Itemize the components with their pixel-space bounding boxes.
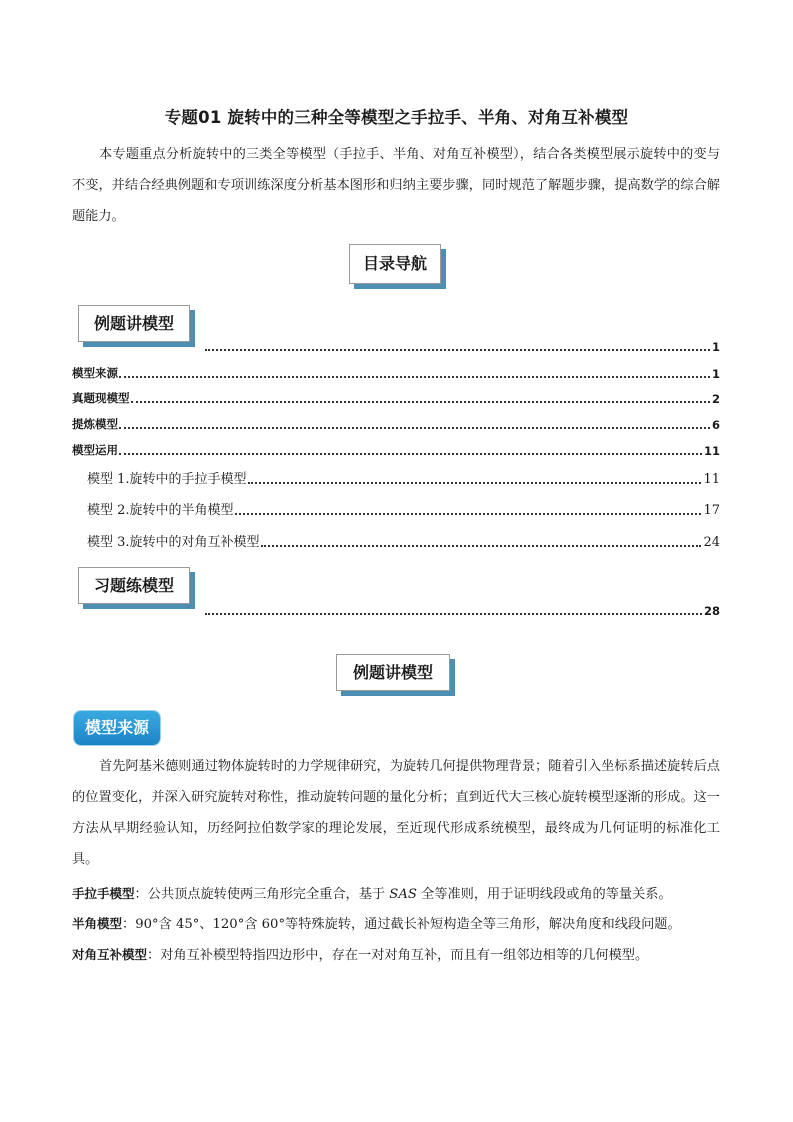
toc-entry-label: 提炼模型 [72, 417, 118, 431]
toc-page-number: 11 [703, 444, 720, 458]
toc-section-example[interactable]: 例题讲模型 [78, 305, 190, 342]
intro-paragraph: 本专题重点分析旋转中的三类全等模型（手拉手、半角、对角互补模型），结合各类模型展示旋转中的变与不变，并结合经典例题和专项训练深度分析基本图形和归纳主要步骤，同时规范了解题步骤，提高数学的综合解题能力。 [72, 147, 720, 224]
definition-term: 对角互补模型 [72, 947, 148, 962]
toc-entry-model-source[interactable] [72, 365, 720, 381]
toc-entry-exercise[interactable] [204, 604, 720, 618]
toc-entry-label: 模型 1.旋转中的手拉手模型 [87, 472, 247, 487]
toc-entry-label: 模型 3.旋转中的对角互补模型 [87, 535, 260, 550]
definition-text: 全等准则，用于证明线段或角的等量关系。 [416, 887, 672, 902]
section-heading-example: 例题讲模型 [336, 654, 450, 691]
toc-leader [119, 426, 710, 429]
toc-leader [205, 612, 702, 615]
toc-leader [119, 375, 710, 378]
definition-duijiao [72, 945, 732, 966]
toc-entry-example[interactable] [204, 340, 720, 354]
toc-page-number: 2 [711, 392, 720, 406]
toc-entry-model-3[interactable] [87, 531, 720, 550]
toc-leader [131, 400, 710, 403]
model-source-paragraph: 首先阿基米德则通过物体旋转时的力学规律研究，为旋转几何提供物理背景；随着引入坐标系描述旋转后点的位置变化，并深入研究旋转对称性，推动旋转问题的量化分析；直到近代大三核心旋转模型逐渐的形成。这一方法从早期经验认知，历经阿拉伯数学家的理论发展，至近现代形成系统模型，最终成为几何证明的标准化工具。 [72, 759, 720, 867]
toc-leader [261, 544, 702, 547]
toc-page-number: 6 [711, 418, 720, 432]
page-title: 专题01 旋转中的三种全等模型之手拉手、半角、对角互补模型 [164, 108, 629, 127]
toc-heading: 目录导航 [349, 244, 441, 284]
definition-term: 手拉手模型 [72, 886, 135, 901]
toc-entry-model-1[interactable] [87, 468, 720, 487]
model-source-tag: 模型来源 [74, 711, 160, 745]
toc-entry-label: 模型 2.旋转中的半角模型 [87, 503, 234, 518]
toc-leader [248, 481, 702, 484]
toc-entry-label: 模型运用 [72, 443, 118, 457]
toc-entry-real-exam[interactable] [72, 390, 720, 406]
toc-entry-label: 模型来源 [72, 366, 118, 380]
toc-page-number: 24 [703, 535, 720, 550]
toc-leader [235, 512, 702, 515]
definition-banjiao [72, 914, 732, 935]
toc-entry-refine[interactable] [72, 416, 720, 432]
toc-entry-model-2[interactable] [87, 499, 720, 518]
toc-leader [205, 348, 710, 351]
definition-text: ：90°含 45°、120°含 60°等特殊旋转，通过截长补短构造全等三角形，解决角度和线段问题。 [122, 917, 681, 932]
definition-sas: SAS [389, 887, 417, 902]
definition-text: ：对角互补模型特指四边形中，存在一对对角互补，而且有一组邻边相等的几何模型。 [147, 948, 649, 963]
toc-section-exercise[interactable]: 习题练模型 [78, 567, 190, 604]
toc-page-number: 11 [703, 472, 720, 487]
toc-page-number: 17 [703, 503, 720, 518]
definition-term: 半角模型 [72, 916, 123, 931]
toc-page-number: 1 [711, 367, 720, 381]
definition-shoulashou [72, 884, 732, 905]
definition-text: ：公共顶点旋转使两三角形完全重合，基于 [134, 887, 390, 902]
toc-page-number: 1 [711, 340, 720, 354]
toc-entry-label: 真题现模型 [72, 391, 130, 405]
toc-entry-application[interactable] [72, 442, 720, 458]
toc-page-number: 28 [703, 604, 720, 618]
toc-leader [119, 452, 702, 455]
